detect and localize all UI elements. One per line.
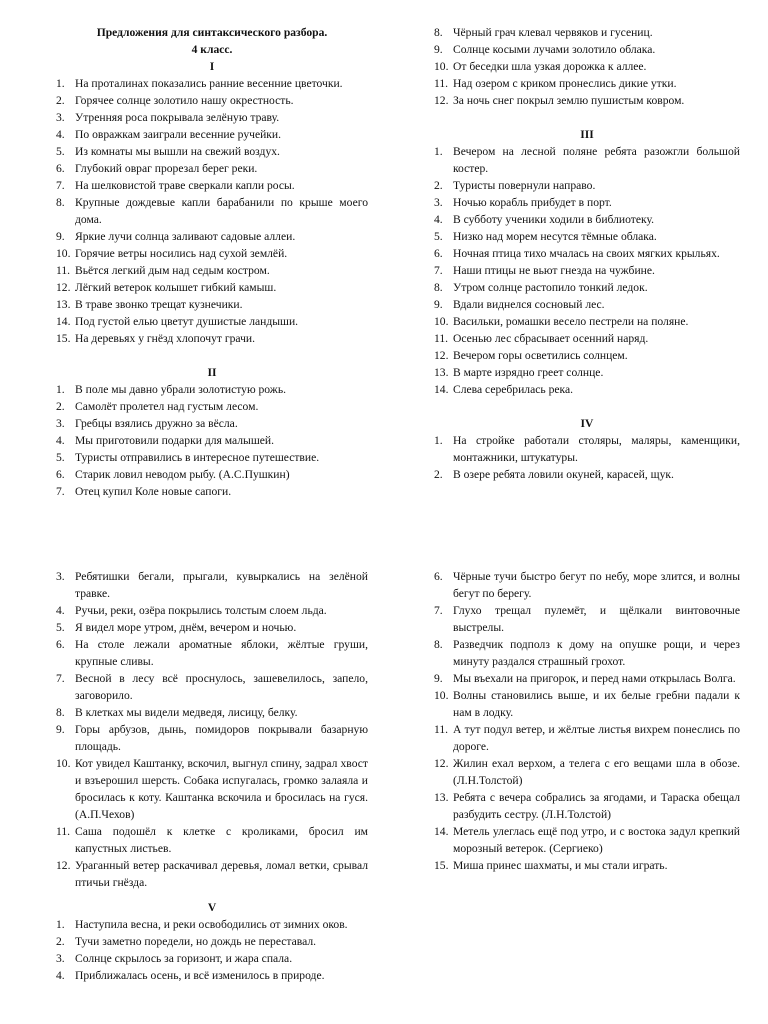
- list-item: 7. На шелковистой траве сверкали капли росы.: [56, 179, 295, 192]
- list-item: 4. В субботу ученики ходили в библиотеку.: [434, 213, 654, 226]
- section-3-list: [434, 143, 740, 398]
- list-item: 5. Туристы отправились в интересное путешествие.: [56, 451, 320, 464]
- list-item: 6. На столе лежали ароматные яблоки, жёлтые груши, крупные сливы.: [56, 638, 368, 668]
- list-item: 3. Ночью корабль прибудет в порт.: [434, 196, 612, 209]
- list-item: 2. Самолёт пролетел над густым лесом.: [56, 400, 259, 413]
- list-item: 1. На проталинах показались ранние весенние цветочки.: [56, 77, 343, 90]
- list-item: 4. Приближалась осень, и всё изменилось в природе.: [56, 969, 325, 982]
- section-1-list: [56, 75, 368, 347]
- section-1-list-continued: [434, 24, 740, 109]
- section-4-list-continued: [434, 568, 740, 874]
- list-item: 14. Под густой елью цветут душистые ландыши.: [56, 315, 299, 328]
- list-item: 3. Солнце скрылось за горизонт, и жара спала.: [56, 952, 293, 965]
- section-heading-5: V: [207, 901, 217, 914]
- list-item: 9. Горы арбузов, дынь, помидоров покрывали базарную площадь.: [56, 723, 368, 753]
- section-heading-4: IV: [580, 417, 594, 430]
- list-item: 2. Горячее солнце золотило нашу окрестность.: [56, 94, 294, 107]
- column-bottom-left: [56, 568, 368, 984]
- column-top-right: [434, 24, 740, 483]
- list-item: 8. Утром солнце растопило тонкий ледок.: [434, 281, 648, 294]
- list-item: 7. Весной в лесу всё проснулось, зашевелилось, запело, заговорило.: [56, 672, 368, 702]
- list-item: 9. Солнце косыми лучами золотило облака.: [434, 43, 656, 56]
- list-item: 6. Чёрные тучи быстро бегут по небу, море злится, и волны бегут по берегу.: [434, 570, 740, 600]
- list-item: 7. Отец купил Коле новые сапоги.: [56, 485, 232, 498]
- list-item: 9. Мы въехали на пригорок, и перед нами открылась Волга.: [434, 672, 736, 685]
- list-item: 11. Саша подошёл к клетке с кроликами, бросил им капустных листьев.: [56, 825, 368, 855]
- list-item: 12. Жилин ехал верхом, а телега с его вещами шла в обозе. (Л.Н.Толстой): [434, 757, 740, 787]
- section-2-list-continued: [56, 568, 368, 891]
- list-item: 3. Утренняя роса покрывала зелёную траву.: [56, 111, 280, 124]
- list-item: 10. Волны становились выше, и их белые гребни падали к нам в лодку.: [434, 689, 740, 719]
- list-item: 6. Глубокий овраг прорезал берег реки.: [56, 162, 258, 175]
- list-item: 12. Ураганный ветер раскачивал деревья, ломал ветки, срывал птичьи гнёзда.: [56, 859, 368, 889]
- list-item: 5. Низко над морем несутся тёмные облака.: [434, 230, 657, 243]
- list-item: 2. В озере ребята ловили окуней, карасей, щук.: [434, 468, 674, 481]
- list-item: 3. Гребцы взялись дружно за вёсла.: [56, 417, 238, 430]
- list-item: 1. В поле мы давно убрали золотистую рожь.: [56, 383, 287, 396]
- list-item: 9. Яркие лучи солнца заливают садовые аллеи.: [56, 230, 296, 243]
- list-item: 13. Ребята с вечера собрались за ягодами, и Тараска обещал разбудить сестру. (Л.Н.Толстой): [434, 791, 740, 821]
- list-item: 5. Из комнаты мы вышли на свежий воздух.: [56, 145, 280, 158]
- list-item: 10. Горячие ветры носились над сухой землёй.: [56, 247, 288, 260]
- section-2-list: [56, 381, 368, 500]
- list-item: 1. Наступила весна, и реки освободились от зимних оков.: [56, 918, 348, 931]
- list-item: 12. За ночь снег покрыл землю пушистым ковром.: [434, 94, 685, 107]
- list-item: 11. Над озером с криком пронеслись дикие утки.: [434, 77, 677, 90]
- list-item: 11. Осенью лес сбрасывает осенний наряд.: [434, 332, 649, 345]
- list-item: 4. Ручьи, реки, озёра покрылись толстым слоем льда.: [56, 604, 327, 617]
- column-top-left: [56, 24, 368, 500]
- list-item: 4. По овражкам заиграли весенние ручейки.: [56, 128, 282, 141]
- section-5-list: [56, 916, 368, 984]
- list-item: 4. Мы приготовили подарки для малышей.: [56, 434, 275, 447]
- list-item: 14. Слева серебрилась река.: [434, 383, 574, 396]
- grade-label: 4 класс.: [191, 43, 233, 56]
- list-item: 3. Ребятишки бегали, прыгали, кувыркались на зелёной травке.: [56, 570, 368, 600]
- list-item: 14. Метель улеглась ещё под утро, и с востока задул крепкий морозный ветерок. (Сергиеко): [434, 825, 740, 855]
- list-item: 11. Вьётся легкий дым над седым костром.: [56, 264, 270, 277]
- list-item: 12. Вечером горы осветились солнцем.: [434, 349, 628, 362]
- list-item: 8. Чёрный грач клевал червяков и гусениц.: [434, 26, 653, 39]
- column-bottom-right: [434, 568, 740, 874]
- section-heading-2: II: [207, 366, 217, 379]
- list-item: 6. Ночная птица тихо мчалась на своих мягких крыльях.: [434, 247, 720, 260]
- list-item: 12. Лёгкий ветерок колышет гибкий камыш.: [56, 281, 277, 294]
- list-item: 7. Наши птицы не вьют гнезда на чужбине.: [434, 264, 655, 277]
- list-item: 2. Тучи заметно поредели, но дождь не переставал.: [56, 935, 317, 948]
- list-item: 1. На стройке работали столяры, маляры, каменщики, монтажники, штукатуры.: [434, 434, 740, 464]
- section-heading-3: III: [580, 128, 594, 141]
- list-item: 9. Вдали виднелся сосновый лес.: [434, 298, 605, 311]
- list-item: 2. Туристы повернули направо.: [434, 179, 596, 192]
- list-item: 11. А тут подул ветер, и жёлтые листья вихрем понеслись по дороге.: [434, 723, 740, 753]
- list-item: 8. Крупные дождевые капли барабанили по крыше моего дома.: [56, 196, 368, 226]
- document-title: Предложения для синтаксического разбора.: [96, 26, 328, 39]
- list-item: 13. В траве звонко трещат кузнечики.: [56, 298, 243, 311]
- list-item: 13. В марте изрядно греет солнце.: [434, 366, 604, 379]
- list-item: 15. Миша принес шахматы, и мы стали играть.: [434, 859, 668, 872]
- section-heading-1: I: [209, 60, 215, 73]
- list-item: 10. От беседки шла узкая дорожка к аллее.: [434, 60, 647, 73]
- list-item: 5. Я видел море утром, днём, вечером и ночью.: [56, 621, 297, 634]
- list-item: 7. Глухо трещал пулемёт, и щёлкали винтовочные выстрелы.: [434, 604, 740, 634]
- list-item: 1. Вечером на лесной поляне ребята разожгли большой костер.: [434, 145, 740, 175]
- list-item: 10. Кот увидел Каштанку, вскочил, выгнул спину, задрал хвост и взъерошил шерсть. Собака испугалась, громко залаяла и бросилась к коту. Каштанка вскочила и бросилась на гуся. (А.П.Чехов): [56, 757, 368, 821]
- section-4-list: [434, 432, 740, 483]
- list-item: 8. В клетках мы видели медведя, лисицу, белку.: [56, 706, 298, 719]
- list-item: 10. Васильки, ромашки весело пестрели на поляне.: [434, 315, 689, 328]
- list-item: 15. На деревьях у гнёзд хлопочут грачи.: [56, 332, 256, 345]
- list-item: 6. Старик ловил неводом рыбу. (А.С.Пушкин): [56, 468, 290, 481]
- list-item: 8. Разведчик подполз к дому на опушке рощи, и через минуту раздался страшный грохот.: [434, 638, 740, 668]
